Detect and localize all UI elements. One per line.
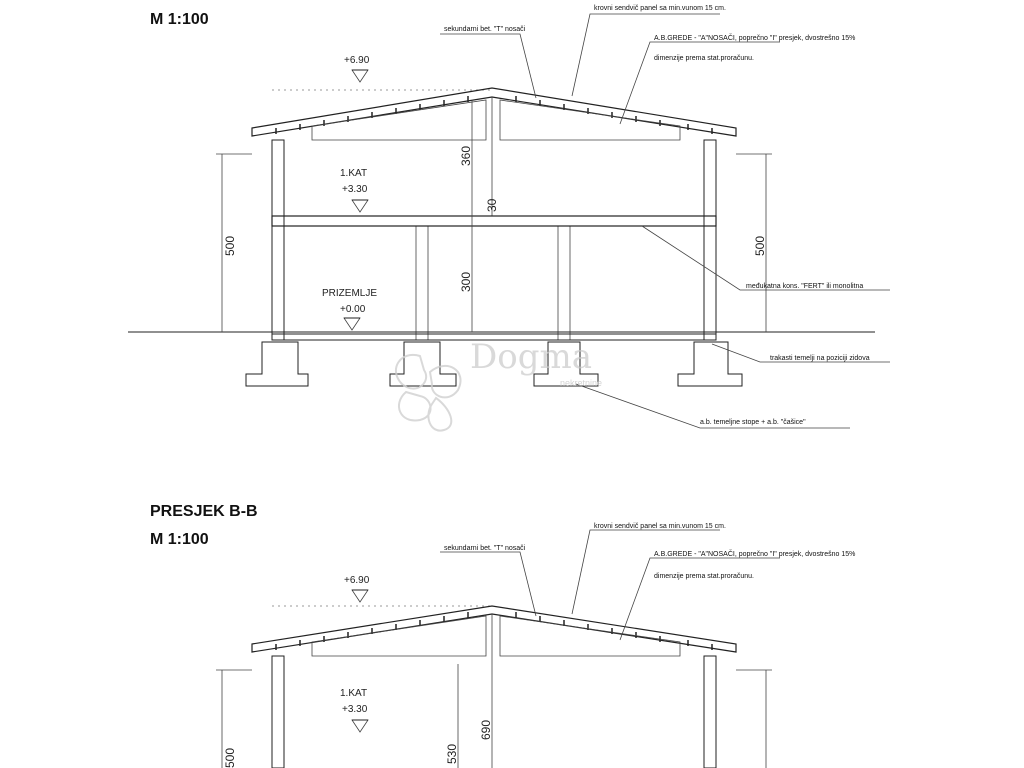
column-inner-1: [416, 226, 428, 340]
watermark: [396, 337, 602, 431]
ground-floor-level: +0.00: [340, 304, 366, 315]
level-marker-icon: [344, 318, 360, 330]
note-roof-panel: krovni sendvič panel sa min.vunom 15 cm.: [594, 5, 726, 12]
roof-ribs: [276, 612, 712, 650]
watermark-logo-icon: [396, 355, 461, 431]
dim-right: 500: [753, 235, 767, 256]
dim-center: 690: [479, 719, 493, 740]
note-dimensions: dimenzije prema stat.proračunu.: [654, 55, 754, 62]
first-floor-name: 1.KAT: [340, 168, 368, 179]
dim-slab: 30: [485, 198, 499, 212]
roof-girder-left: [312, 616, 486, 656]
dim-left: 500: [223, 235, 237, 256]
note-pad-footings: a.b. temeljne stope + a.b. "čašice": [700, 419, 806, 426]
section-b: [150, 503, 855, 768]
section-b-scale: M 1:100: [150, 531, 209, 548]
roof-level-label: +6.90: [344, 55, 370, 66]
first-floor-level: +3.30: [342, 704, 368, 715]
note-main-beams: A.B.GREDE - "A"NOSAČI, poprečno "I" presjek, dvostrešno 15%: [654, 551, 856, 558]
column-right: [704, 140, 716, 340]
note-secondary-beams: sekundarni bet. "T" nosači: [444, 26, 526, 33]
section-a-scale: M 1:100: [150, 11, 209, 28]
roof-slab: [252, 606, 736, 652]
section-b-title: PRESJEK B-B: [150, 503, 258, 520]
floor-slab: [272, 216, 716, 226]
watermark-sub: nekretnine: [560, 378, 603, 388]
column-left: [272, 140, 284, 340]
note-roof-panel: krovni sendvič panel sa min.vunom 15 cm.: [594, 523, 726, 530]
column-left: [272, 656, 284, 768]
column-inner-2: [558, 226, 570, 340]
level-marker-icon: [352, 720, 368, 732]
roof-level-label: +6.90: [344, 575, 370, 586]
note-dimensions: dimenzije prema stat.proračunu.: [654, 573, 754, 580]
note-strip-foundations: trakasti temelji na poziciji zidova: [770, 355, 870, 362]
note-secondary-beams: sekundarni bet. "T" nosači: [444, 545, 526, 552]
note-main-beams: A.B.GREDE - "A"NOSAČI, poprečno "I" presjek, dvostrešno 15%: [654, 35, 856, 42]
watermark-brand: Dogma: [470, 337, 593, 377]
dim-left: 500: [223, 747, 237, 768]
roof-girder-right: [500, 616, 680, 656]
ground-floor-name: PRIZEMLJE: [322, 288, 378, 299]
level-marker-icon: [352, 70, 368, 82]
first-floor-name: 1.KAT: [340, 688, 368, 699]
roof-girder-right: [500, 100, 680, 140]
dim-lower: 300: [459, 271, 473, 292]
level-marker-icon: [352, 590, 368, 602]
first-floor-level: +3.30: [342, 184, 368, 195]
dim-upper: 360: [459, 145, 473, 166]
roof-girder-left: [312, 100, 486, 140]
note-floor-slab: međukatna kons. "FERT" ili monolitna: [746, 283, 864, 290]
dim-mid: 530: [445, 743, 459, 764]
level-marker-icon: [352, 200, 368, 212]
roof-ribs: [276, 96, 712, 134]
roof-slab: [252, 88, 736, 136]
column-right: [704, 656, 716, 768]
